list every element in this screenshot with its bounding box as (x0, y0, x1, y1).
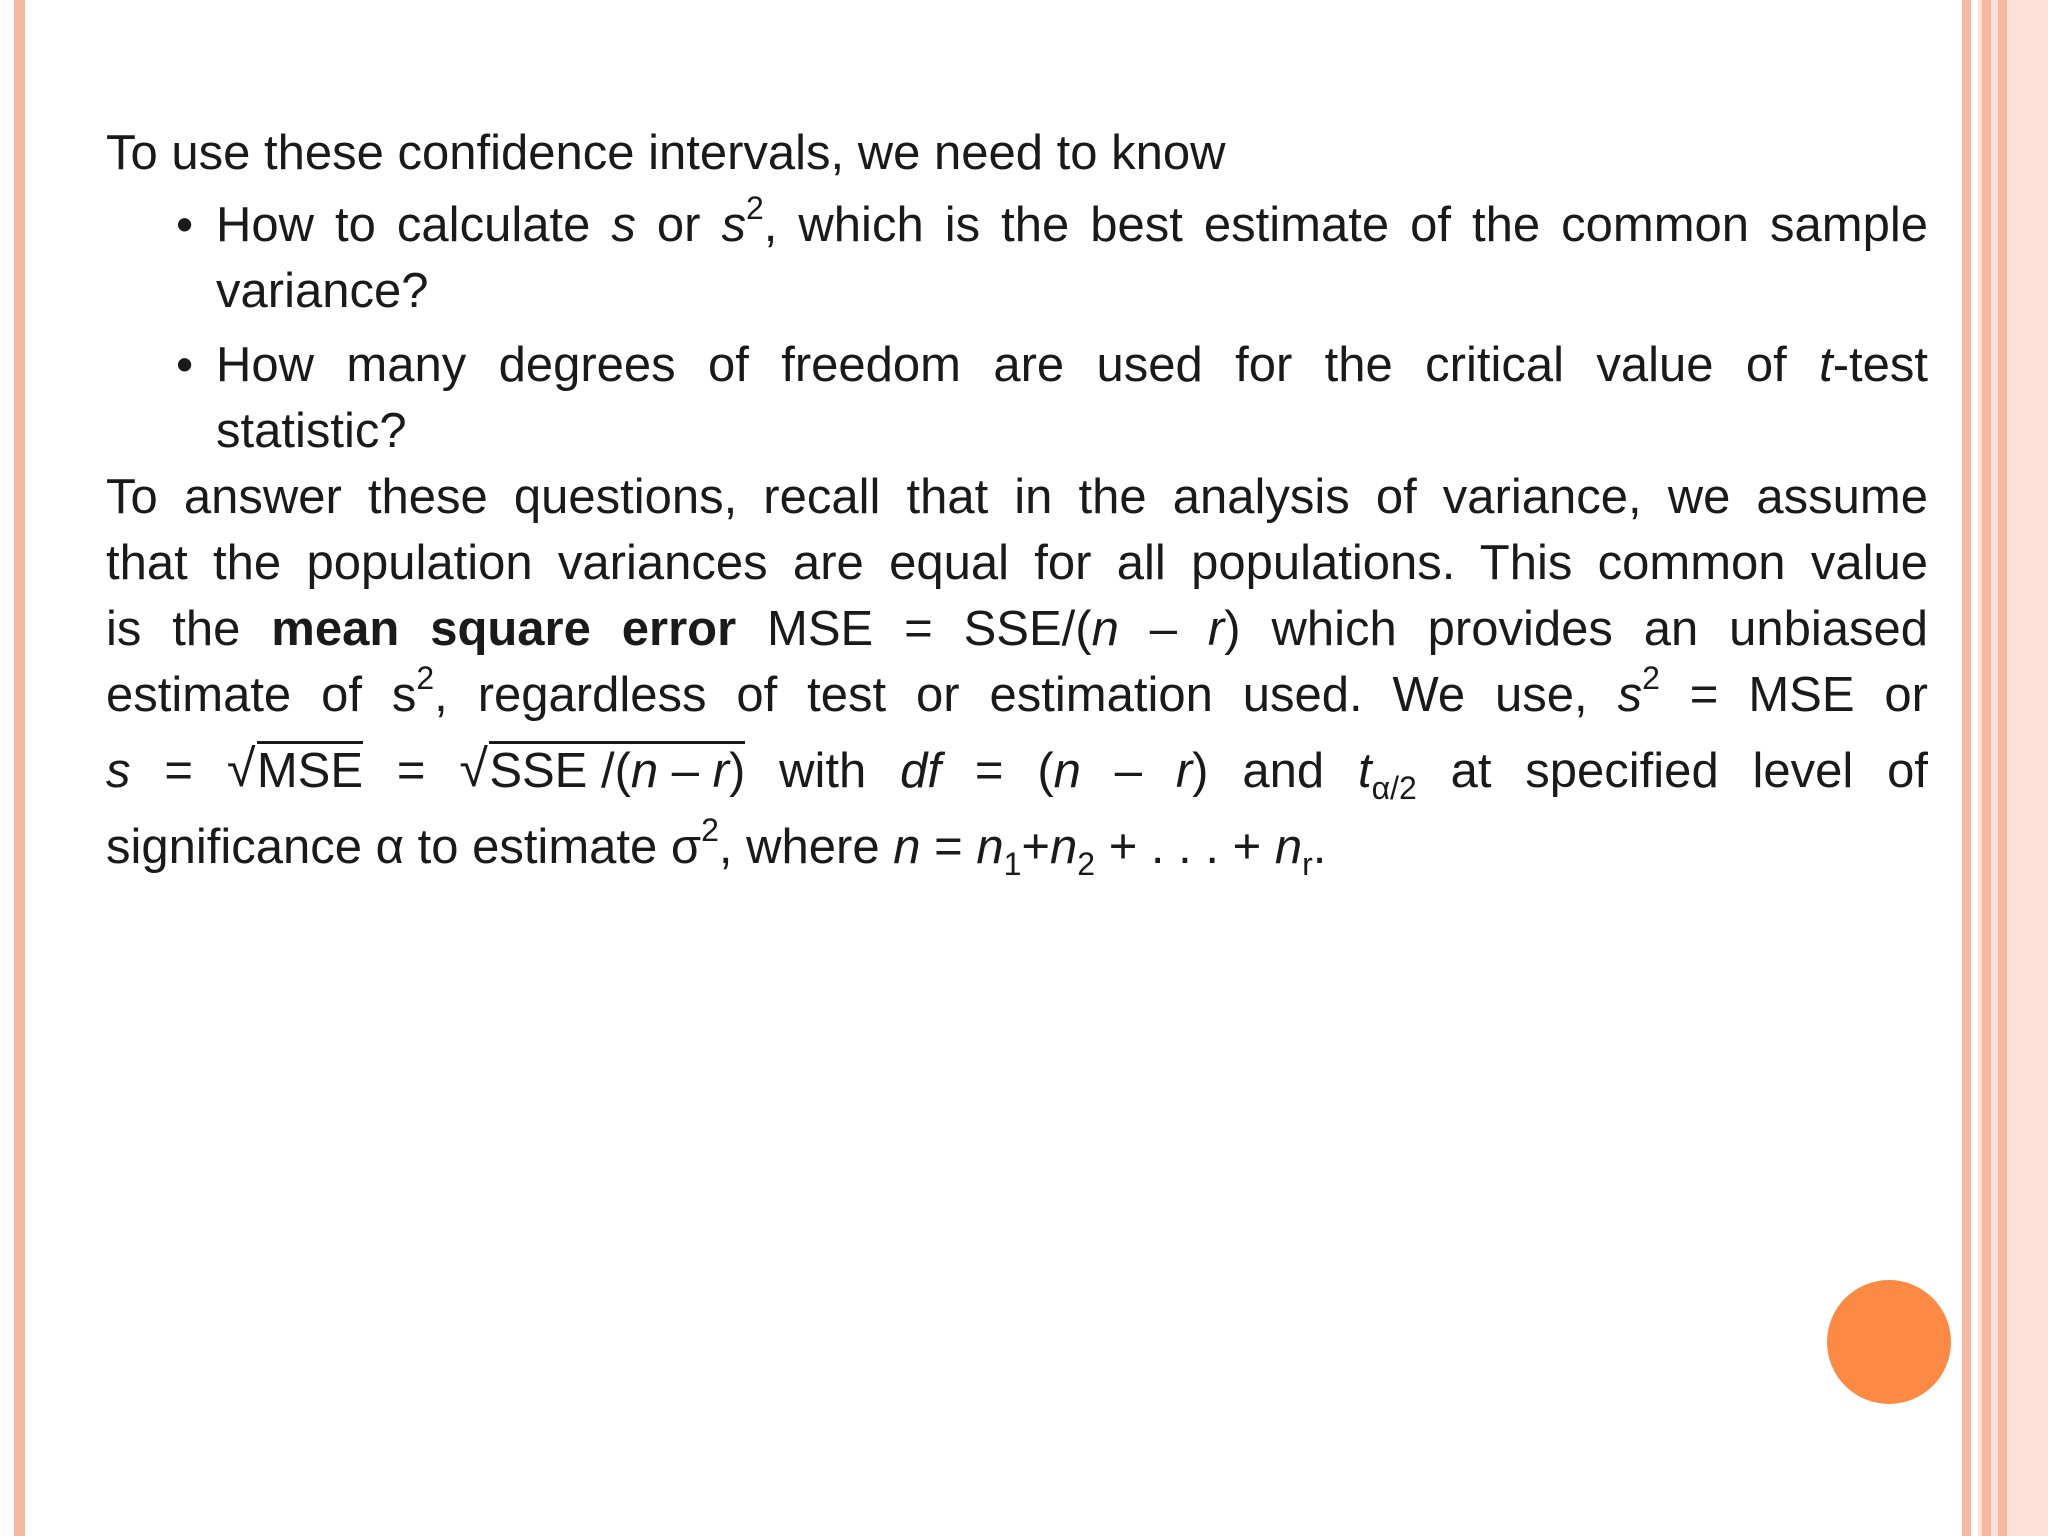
paragraph-line: estimate of $s^2$, regardless of test or estimation used. We use, $s^2$ = MSE or (106, 662, 1928, 722)
paragraph (106, 464, 1928, 880)
paragraph-line: is the mean square error MSE = SSE/(n – r) which provides an unbiased (106, 602, 1928, 656)
right-frame-line (1998, 0, 2007, 1536)
bullet-item (106, 332, 1928, 464)
left-frame-line (14, 0, 25, 1536)
intro-text: To use these confidence intervals, we need to know (106, 126, 1226, 180)
slide-body (106, 120, 1928, 880)
paragraph-line: To answer these questions, recall that in the analysis of variance, we assume (106, 470, 1928, 524)
right-frame-line (1962, 0, 1971, 1536)
bullet-line: variance? (216, 264, 429, 318)
bullet-dot: • (176, 198, 194, 252)
paragraph-line: that the population variances are equal for all populations. This common value (106, 536, 1928, 590)
sqrt-mse: √ MSE (226, 740, 363, 798)
bullet-line: How to calculate s or $s^2$, which is the best estimate of the common sample (216, 192, 1928, 252)
formula-line: s = √ MSE = √ SSE /(n – r) with df = (n – r) and $t_{\alpha/2}$ at specified level of (106, 728, 1928, 814)
sqrt-sse: √ SSE /(n – r) (459, 740, 746, 798)
paragraph-line: significance α to estimate $\sigma^2$, where $n = n_1+n_2$ + . . . + $n_r$. (106, 812, 1327, 882)
right-frame-line (1982, 0, 1991, 1536)
accent-circle (1827, 1280, 1951, 1404)
bullet-line: How many degrees of freedom are used for the critical value of t-test (216, 338, 1928, 392)
bullet-item (106, 192, 1928, 324)
bullet-dot: • (176, 338, 194, 392)
bullet-line: statistic? (216, 404, 407, 458)
